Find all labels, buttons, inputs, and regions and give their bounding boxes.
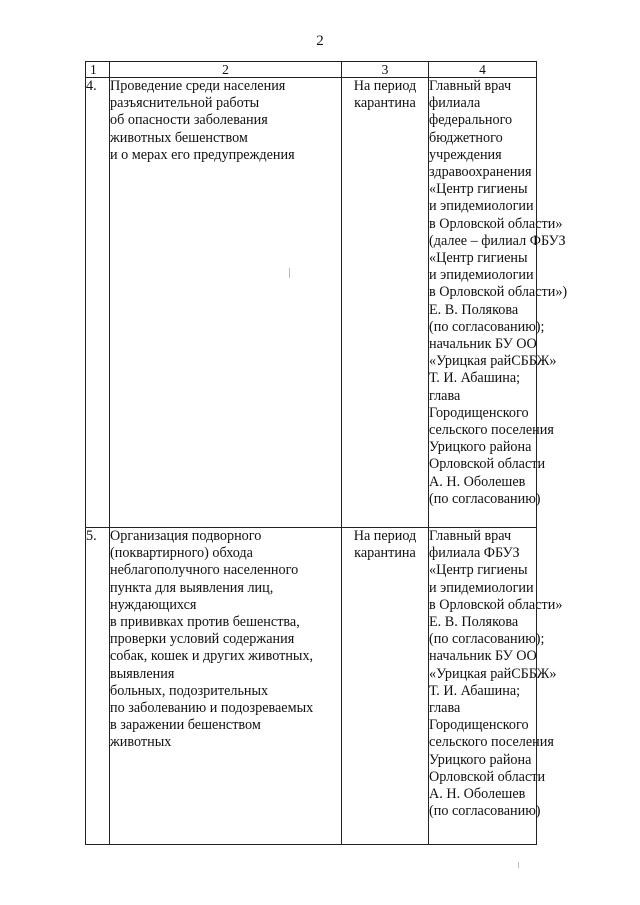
- cell-line: филиала ФБУЗ: [429, 545, 520, 562]
- row-number: 4.: [86, 78, 110, 528]
- period-cell: [342, 78, 429, 528]
- cell-line: учреждения: [429, 146, 502, 163]
- cell-line: здравоохранения: [429, 164, 532, 181]
- cell-line: сельского поселения: [429, 734, 554, 751]
- cell-line: федерального: [429, 112, 513, 129]
- cell-line: в заражении бешенством: [110, 717, 261, 734]
- cell-line: неблагополучного населенного: [110, 562, 299, 579]
- measures-table: [85, 61, 568, 845]
- cell-line: А. Н. Оболешев: [429, 786, 526, 803]
- cell-line: Т. И. Абашина;: [429, 682, 521, 699]
- cell-line: Орловской области: [429, 456, 546, 473]
- header-cell-2: 2: [110, 62, 342, 78]
- responsible-cell: [429, 78, 568, 528]
- cell-line: глава: [429, 387, 461, 404]
- cell-line: бюджетного: [429, 129, 503, 146]
- responsible-cell: [429, 528, 563, 845]
- cell-line: Т. И. Абашина;: [429, 370, 521, 387]
- cell-line: начальник БУ ОО: [429, 336, 537, 353]
- cell-line: в Орловской области»: [429, 596, 563, 613]
- cell-line: животных бешенством: [110, 129, 248, 146]
- cell-line: собак, кошек и других животных,: [110, 648, 314, 665]
- cell-line: (по согласованию);: [429, 631, 545, 648]
- header-cell-1: 1: [86, 62, 110, 78]
- cell-line: в Орловской области»): [429, 284, 568, 301]
- cell-line: больных, подозрительных: [110, 682, 269, 699]
- cell-line: Е. В. Полякова: [429, 301, 519, 318]
- cell-line: Урицкого района: [429, 439, 532, 456]
- row-number: 5.: [86, 528, 110, 845]
- cell-line: А. Н. Оболешев: [429, 473, 526, 490]
- cell-line: разъяснительной работы: [110, 95, 260, 112]
- cell-line: Главный врач: [429, 78, 512, 94]
- period-cell: [342, 528, 429, 845]
- cell-line: Е. В. Полякова: [429, 614, 519, 631]
- cell-line: выявления: [110, 665, 175, 682]
- cell-line: Проведение среди населения: [110, 78, 286, 94]
- cell-line: (далее – филиал ФБУЗ: [429, 232, 566, 249]
- cell-line: проверки условий содержания: [110, 631, 295, 648]
- cell-line: филиала: [429, 95, 481, 112]
- cell-line: Городищенского: [429, 404, 529, 421]
- header-cell-3: 3: [342, 62, 429, 78]
- cell-line: сельского поселения: [429, 422, 554, 439]
- cell-line: «Урицкая райСББЖ»: [429, 665, 557, 682]
- cell-line: нуждающихся: [110, 596, 197, 613]
- cell-line: На период: [353, 528, 417, 544]
- cell-line: Организация подворного: [110, 528, 262, 544]
- cell-line: карантина: [354, 545, 416, 562]
- cell-line: «Центр гигиены: [429, 562, 528, 579]
- header-cell-4: 4: [429, 62, 537, 78]
- cell-line: «Центр гигиены: [429, 181, 528, 198]
- cell-line: карантина: [354, 95, 416, 112]
- table-header-row: [86, 62, 537, 78]
- cell-line: (поквартирного) обхода: [110, 545, 253, 562]
- cell-line: и о мерах его предупреждения: [110, 146, 295, 163]
- scan-speck: [289, 268, 290, 278]
- cell-line: (по согласованию): [429, 803, 541, 820]
- table-row: [86, 528, 537, 845]
- cell-line: (по согласованию): [429, 490, 541, 507]
- activity-cell: [110, 528, 342, 845]
- cell-line: животных: [110, 734, 172, 751]
- cell-line: и эпидемиологии: [429, 198, 534, 215]
- scan-speck: [518, 862, 519, 868]
- cell-line: Городищенского: [429, 717, 529, 734]
- cell-line: (по согласованию);: [429, 318, 545, 335]
- cell-line: и эпидемиологии: [429, 267, 534, 284]
- cell-line: и эпидемиологии: [429, 579, 534, 596]
- cell-line: Главный врач: [429, 528, 512, 544]
- cell-line: об опасности заболевания: [110, 112, 268, 129]
- table-row: [86, 78, 537, 528]
- cell-line: «Центр гигиены: [429, 250, 528, 267]
- cell-line: глава: [429, 700, 461, 717]
- activity-cell: [110, 78, 342, 528]
- cell-line: Орловской области: [429, 768, 546, 785]
- cell-line: в прививках против бешенства,: [110, 614, 300, 631]
- cell-line: «Урицкая райСББЖ»: [429, 353, 557, 370]
- cell-line: Урицкого района: [429, 751, 532, 768]
- cell-line: На период: [353, 78, 417, 94]
- cell-line: пункта для выявления лиц,: [110, 579, 274, 596]
- cell-line: по заболеванию и подозреваемых: [110, 700, 314, 717]
- page-number: 2: [316, 33, 324, 49]
- cell-line: начальник БУ ОО: [429, 648, 537, 665]
- cell-line: в Орловской области»: [429, 215, 563, 232]
